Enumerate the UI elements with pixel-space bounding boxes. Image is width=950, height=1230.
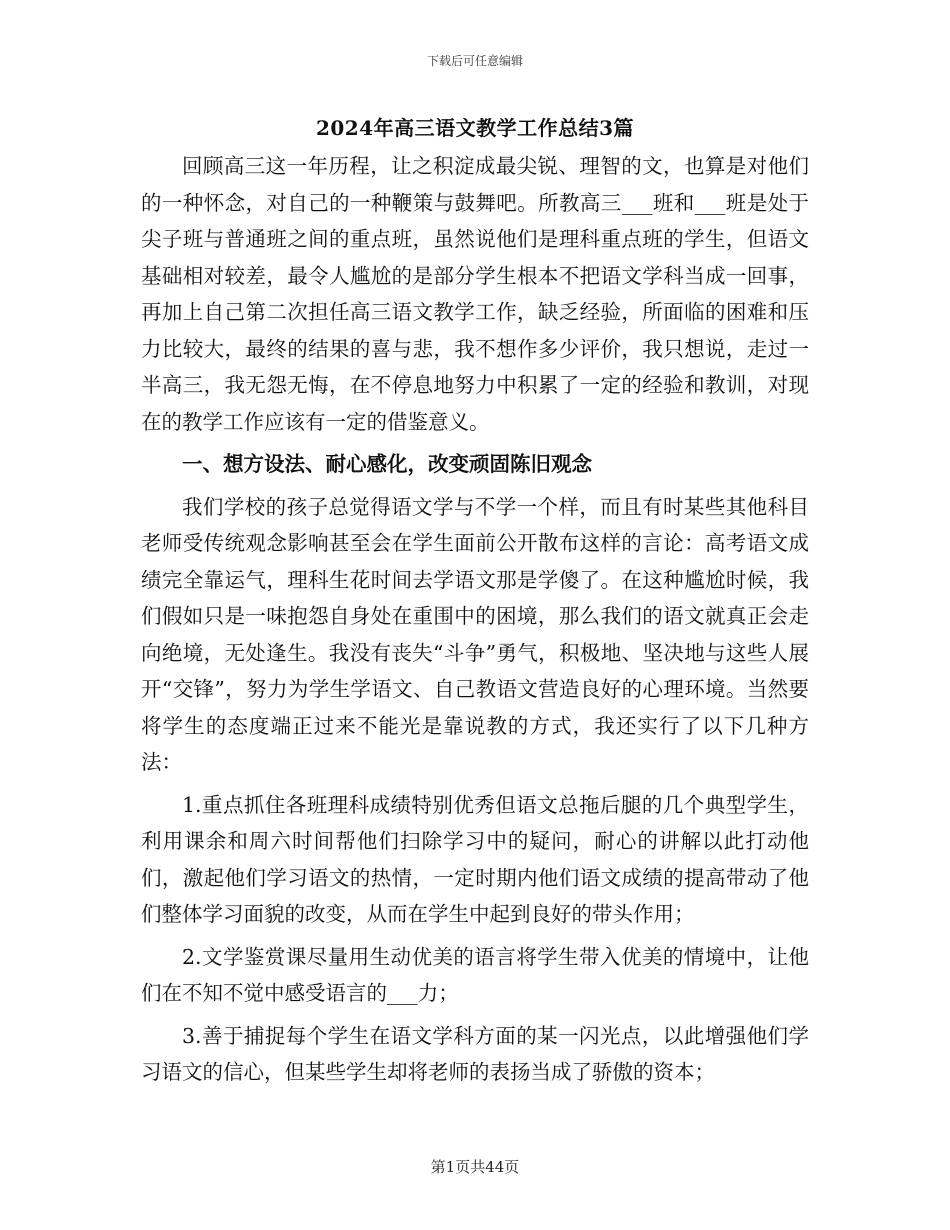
header-note: 下载后可任意编辑 [426,54,523,68]
document-body [141,148,809,1097]
document-title: 2024年高三语文教学工作总结3篇 [315,116,635,140]
list-item-3: 3.善于捕捉每个学生在语文学科方面的某一闪光点，以此增强他们学习语文的信心，但某些学生却将老师的表扬当成了骄傲的资本； [141,1023,809,1084]
list-item-1: 1.重点抓住各班理科成绩特别优秀但语文总拖后腿的几个典型学生，利用课余和周六时间帮他们扫除学习中的疑问，耐心的讲解以此打动他们，激起他们学习语文的热情，一定时期内他们语文成绩的提高带动了他们整体学习面貌的改变，从而在学生中起到良好的带头作用； [141,792,809,926]
paragraph-context: 我们学校的孩子总觉得语文学与不学一个样，而且有时某些其他科目老师受传统观念影响甚至会在学生面前公开散布这样的言论：高考语文成绩完全靠运气，理科生花时间去学语文那是学傻了。在这种尴尬时候，我们假如只是一味抱怨自身处在重围中的困境，那么我们的语文就真正会走向绝境，无处逢生。我没有丧失“斗争”勇气，积极地、坚决地与这些人展开“交锋”，努力为学生学语文、自己教语文营造良好的心理环境。当然要将学生的态度端正过来不能光是靠说教的方式，我还实行了以下几种方法： [141,494,809,774]
page-number: 第1页共44页 [430,1158,520,1176]
paragraph-intro: 回顾高三这一年历程，让之积淀成最尖锐、理智的文，也算是对他们的一种怀念，对自己的一种鞭策与鼓舞吧。所教高三___班和___班是处于尖子班与普通班之间的重点班，虽然说他们是理科重点班的学生，但语文基础相对较差，最令人尴尬的是部分学生根本不把语文学科当成一回事，再加上自己第二次担任高三语文教学工作，缺乏经验，所面临的困难和压力比较大，最终的结果的喜与悲，我不想作多少评价，我只想说，走过一半高三，我无怨无悔，在不停息地努力中积累了一定的经验和教训，对现在的教学工作应该有一定的借鉴意义。 [141,154,809,434]
section-heading: 一、想方设法、耐心感化，改变顽固陈旧观念 [182,452,592,476]
list-item-2: 2.文学鉴赏课尽量用生动优美的语言将学生带入优美的情境中，让他们在不知不觉中感受语言的___力； [141,944,809,1005]
